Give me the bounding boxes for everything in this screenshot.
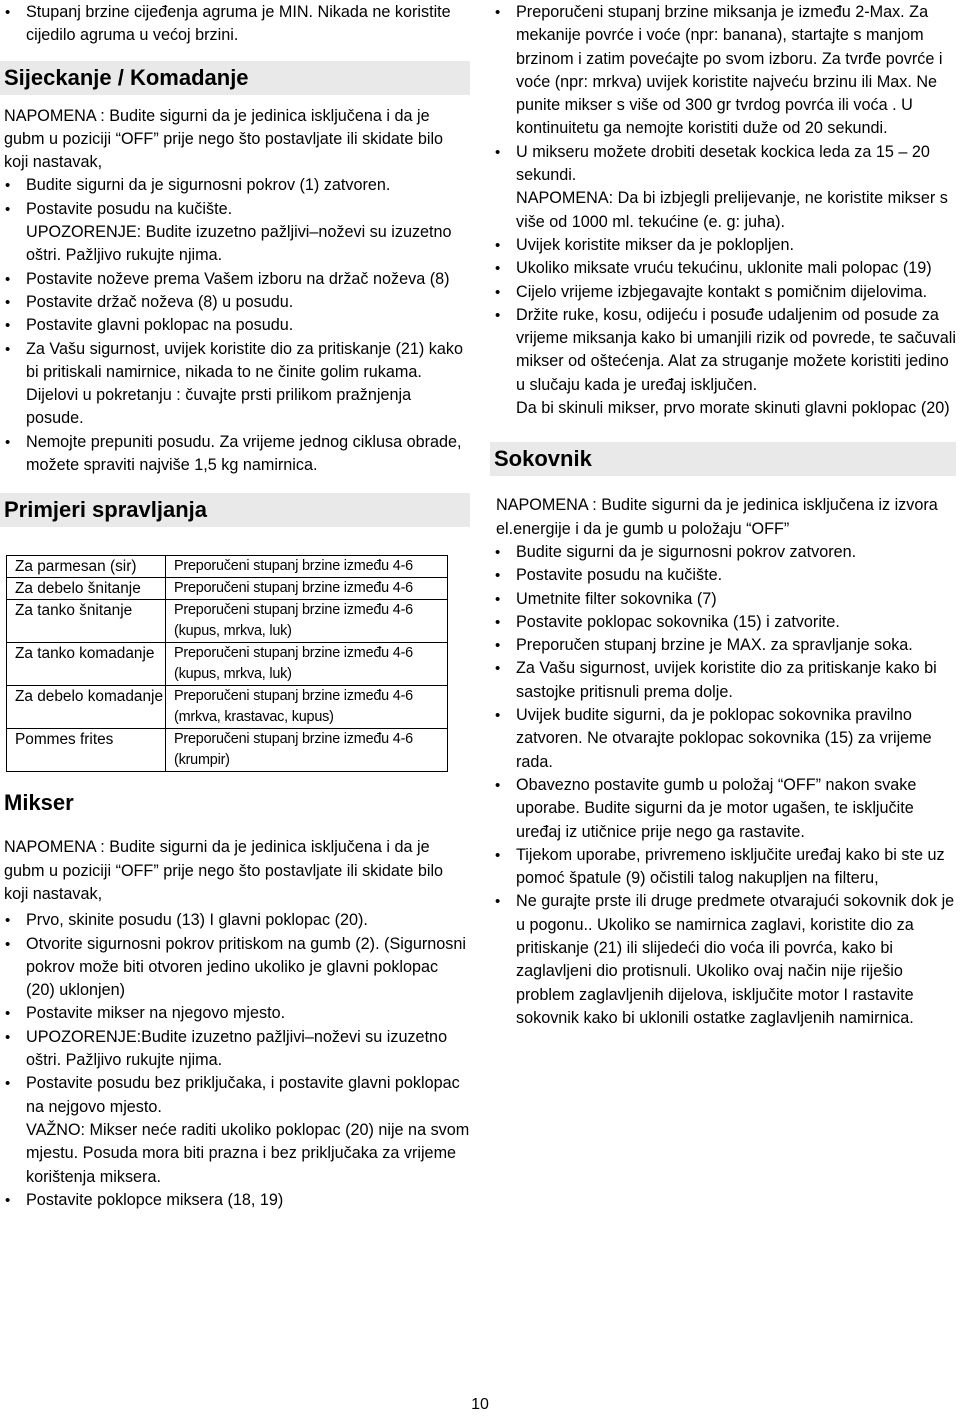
list-item bbox=[0, 1189, 470, 1212]
list-item bbox=[490, 141, 956, 234]
note-text: Da bi izbjegli prelijevanje, ne koristite mikser s više od 1000 ml. tekućine (e. g: juha). bbox=[516, 189, 948, 231]
list-item-text: Postavite glavni poklopac na posudu. bbox=[26, 316, 294, 335]
warning-label: UPOZORENJE: bbox=[26, 1027, 142, 1046]
recipe-value: Preporučeni stupanj brzine između 4-6 (krumpir) bbox=[166, 729, 448, 772]
list-item bbox=[490, 541, 956, 564]
list-item-text: Obavezno postavite gumb u položaj “OFF” nakon svake uporabe. Budite sigurni da je motor ugašen, te isključite uređaj iz utičnice prije nego ga rastavite. bbox=[516, 775, 917, 841]
list-item bbox=[490, 634, 956, 657]
list-item bbox=[490, 304, 956, 420]
list-item-text: Budite sigurni da je sigurnosni pokrov (1) zatvoren. bbox=[26, 176, 391, 195]
right-column bbox=[490, 0, 956, 1030]
section-heading-sokovnik: Sokovnik bbox=[490, 442, 956, 476]
table-row bbox=[7, 556, 448, 578]
section-heading-primjeri: Primjeri spravljanja bbox=[0, 493, 470, 527]
list-item-text: Preporučen stupanj brzine je MAX. za spravljanje soka. bbox=[516, 636, 913, 655]
recipes-table bbox=[6, 555, 448, 772]
list-item-text: Za Vašu sigurnost, uvijek koristite dio za pritiskanje (21) kako bi pritiskali namirnice, nikada to ne činite golim rukama. Dijelovi u pokretanju : čuvajte prsti prilikom pražnjenja posude. bbox=[26, 339, 463, 428]
note-label: NAPOMENA : bbox=[496, 496, 597, 515]
list-item-text: U mikseru možete drobiti desetak kockica leda za 15 – 20 sekundi. bbox=[516, 142, 930, 185]
list-item-text: Postavite posudu na kučište. bbox=[26, 199, 233, 218]
note-text: Budite sigurni da je jedinica isključena iz izvora el.energije i da je gumb u položaju “OFF” bbox=[496, 496, 938, 538]
list-item-text: Postavite posudu na kučište. bbox=[516, 566, 723, 585]
sjeckanje-note bbox=[0, 105, 470, 175]
note-label: NAPOMENA: bbox=[516, 189, 614, 208]
list-item-text: Da bi skinuli mikser, prvo morate skinuti glavni poklopac (20) bbox=[516, 399, 950, 418]
mikser-note bbox=[0, 836, 470, 906]
list-item-text: Budite sigurni da je sigurnosni pokrov zatvoren. bbox=[516, 542, 857, 561]
list-item bbox=[0, 198, 470, 221]
list-item-text: Ne gurajte prste ili druge predmete otvarajući sokovnik dok je u pogonu.. Ukoliko se namirnica zaglavi, koristite dio za pritiskanje (21) ili slijedeći dio voća ili povrća, kako bi zaglavljeni dio protisnuli. Ukoliko ovaj način nije riješio problem zaglavljenih dijelova, isključite motor I rastavite sokovnik kako bi uklonili ostatke zaglavljenih namirnica. bbox=[516, 892, 955, 1027]
list-item bbox=[490, 564, 956, 587]
list-item bbox=[490, 588, 956, 611]
table-row bbox=[7, 578, 448, 600]
important-text: Mikser neće raditi ukoliko poklopac (20) nije na svom mjestu. Posuda mora biti prazna i bez priključaka za vrijeme korištenja miksera. bbox=[26, 1120, 470, 1186]
list-item bbox=[0, 314, 470, 337]
list-item-text: Uvijek budite sigurni, da je poklopac sokovnika pravilno zatvoren. Ne otvarajte poklopac sokovnika (15) za vrijeme rada. bbox=[516, 706, 932, 771]
list-item-text: Držite ruke, kosu, odijeću i posuđe udaljenim od posude za vrijeme miksanja kako bi umanjili rizik od povrede, te sačuvali mikser od oštećenja. Alat za struganje možete koristiti jedino u slučaju kada je uređaj isključen. bbox=[516, 305, 956, 394]
page-number: 10 bbox=[471, 1396, 489, 1413]
note-text: Budite sigurni da je jedinica isključena i da je gubm u poziciji “OFF” prije nego što postavljate ili skidate bilo koji nastavak, bbox=[4, 838, 444, 903]
list-item-text: Otvorite sigurnosni pokrov pritiskom na gumb (2). (Sigurnosni pokrov može biti otvoren jedino ukoliko je glavni poklopac (20) uklonjen) bbox=[26, 934, 466, 1000]
list-item bbox=[490, 890, 956, 1030]
list-item-text: Umetnite filter sokovnika (7) bbox=[516, 589, 717, 608]
warning-text: Budite izuzetno pažljivi–noževi su izuzetno oštri. Pažljivo rukujte njima. bbox=[26, 223, 452, 265]
important-label: VAŽNO: bbox=[26, 1120, 86, 1139]
recipe-label: Za debelo šnitanje bbox=[7, 578, 166, 600]
recipe-label: Za parmesan (sir) bbox=[7, 556, 166, 578]
list-item-text: Nemojte prepuniti posudu. Za vrijeme jednog ciklusa obrade, možete spraviti najviše 1,5 kg namirnica. bbox=[26, 432, 462, 475]
list-item bbox=[0, 909, 470, 932]
intro-bullet-text: Stupanj brzine cijeđenja agruma je MIN. Nikada ne koristite cijedilo agruma u većoj brzini. bbox=[26, 3, 451, 45]
recipe-label: Za debelo komadanje bbox=[7, 686, 166, 729]
list-item-text: Cijelo vrijeme izbjegavajte kontakt s pomičnim dijelovima. bbox=[516, 282, 928, 301]
list-item-text: Ukoliko miksate vruću tekućinu, uklonite mali polopac (19) bbox=[516, 259, 932, 278]
note-label: NAPOMENA : bbox=[4, 106, 105, 125]
list-item bbox=[490, 1, 956, 141]
list-item-text: Budite izuzetno pažljivi–noževi su izuzetno oštri. Pažljivo rukujte njima. bbox=[26, 1027, 448, 1070]
note-text: Budite sigurni da je jedinica isključena i da je gubm u poziciji “OFF” prije nego što postavljate ili skidate bilo koji nastavak, bbox=[4, 106, 444, 172]
list-item bbox=[0, 1002, 470, 1025]
sjeckanje-warning bbox=[0, 221, 470, 268]
list-item bbox=[0, 268, 470, 291]
section-heading-sjeckanje: Sijeckanje / Komadanje bbox=[0, 61, 470, 95]
sokovnik-note bbox=[490, 494, 956, 541]
list-item bbox=[490, 704, 956, 774]
list-item bbox=[0, 338, 470, 431]
list-item-text: Uvijek koristite mikser da je poklopljen. bbox=[516, 235, 794, 254]
recipe-value: Preporučeni stupanj brzine između 4-6 bbox=[166, 578, 448, 600]
list-item-text: Preporučeni stupanj brzine miksanja je između 2-Max. Za mekanije povrće i voće (npr: banana), startajte s manjom brzinom i zatim povećajte po svom izboru. Za tvrđe povrće i voće (npr: mrkva) uvijek koristite najveću brzinu ili Max. Ne punite mikser s više od 300 gr tvrdog povrća ili voća . U kontinuitetu ga nemojte koristiti duže od 20 sekundi. bbox=[516, 3, 943, 138]
table-row bbox=[7, 686, 448, 729]
recipe-label: Pommes frites bbox=[7, 729, 166, 772]
left-column bbox=[0, 0, 470, 1212]
list-item bbox=[490, 611, 956, 634]
table-row bbox=[7, 643, 448, 686]
warning-label: UPOZORENJE: bbox=[26, 223, 142, 242]
list-item-text: Za Vašu sigurnost, uvijek koristite dio za pritiskanje kako bi sastojke pritisnuli prema dolje. bbox=[516, 659, 937, 701]
recipe-value: Preporučeni stupanj brzine između 4-6 (kupus, mrkva, luk) bbox=[166, 600, 448, 643]
recipe-value: Preporučeni stupanj brzine između 4-6 (kupus, mrkva, luk) bbox=[166, 643, 448, 686]
list-item-text: Postavite noževe prema Vašem izboru na držač noževa (8) bbox=[26, 269, 450, 288]
list-item bbox=[490, 844, 956, 891]
recipe-label: Za tanko šnitanje bbox=[7, 600, 166, 643]
list-item bbox=[490, 234, 956, 257]
list-item-text: Prvo, skinite posudu (13) I glavni poklopac (20). bbox=[26, 911, 368, 930]
list-item-text: Postavite poklopce miksera (18, 19) bbox=[26, 1190, 284, 1209]
list-item bbox=[490, 257, 956, 280]
list-item bbox=[0, 933, 470, 1003]
list-item-text: Postavite posudu bez priključaka, i postavite glavni poklopac na nejgovo mjesto. bbox=[26, 1074, 460, 1116]
table-row bbox=[7, 729, 448, 772]
recipe-value: Preporučeni stupanj brzine između 4-6 (mrkva, krastavac, kupus) bbox=[166, 686, 448, 729]
list-item bbox=[0, 431, 470, 478]
list-item bbox=[490, 774, 956, 844]
list-item bbox=[0, 174, 470, 197]
table-row bbox=[7, 600, 448, 643]
list-item bbox=[0, 291, 470, 314]
list-item-text: Postavite držač noževa (8) u posudu. bbox=[26, 292, 294, 311]
list-item-text: Postavite poklopac sokovnika (15) i zatvorite. bbox=[516, 612, 840, 631]
section-heading-mikser: Mikser bbox=[4, 790, 74, 816]
recipe-label: Za tanko komadanje bbox=[7, 643, 166, 686]
list-item-text: Postavite mikser na njegovo mjesto. bbox=[26, 1004, 286, 1023]
list-item-text: Tijekom uporabe, privremeno isključite uređaj kako bi ste uz pomoć špatule (9) očistili talog nakupljen na filteru, bbox=[516, 845, 945, 888]
list-item bbox=[490, 281, 956, 304]
list-item bbox=[0, 1072, 470, 1188]
recipe-value: Preporučeni stupanj brzine između 4-6 bbox=[166, 556, 448, 578]
note-label: NAPOMENA : bbox=[4, 838, 105, 857]
list-item bbox=[490, 657, 956, 704]
intro-bullet bbox=[0, 1, 470, 48]
list-item bbox=[0, 1026, 470, 1073]
